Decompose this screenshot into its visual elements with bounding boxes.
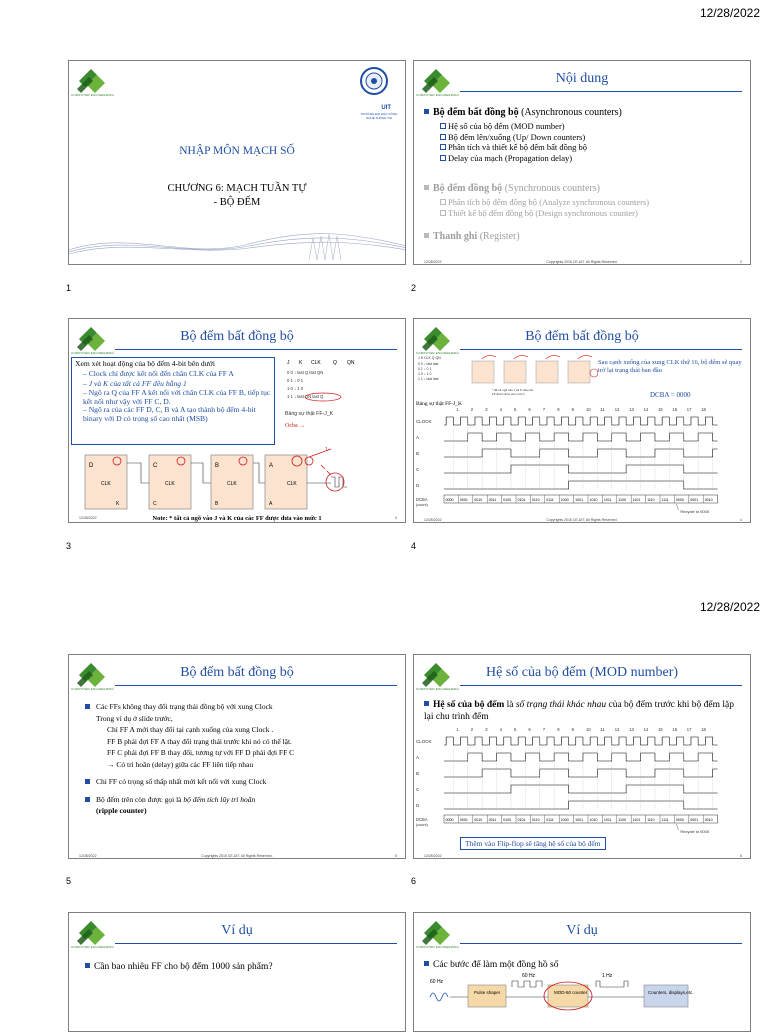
truth-caption: Bảng sự thật FF-J_K — [285, 411, 334, 417]
clock-number: 16 — [672, 407, 678, 412]
clock-number: 11 — [600, 727, 605, 732]
clock-number: 15 — [658, 727, 663, 732]
svg-text:C: C — [153, 463, 158, 469]
uit-subcaption: TRƯỜNG ĐẠI HỌC CÔNG NGHỆ THÔNG TIN — [360, 112, 398, 120]
slide-title: Bộ đếm bất đồng bộ — [180, 665, 294, 680]
slide-number-3: 3 — [66, 541, 72, 551]
dcba-value: 1101 — [632, 817, 641, 822]
slide-title: Ví dụ — [221, 923, 253, 938]
truth-header: J — [287, 360, 290, 366]
bit-waveform — [444, 481, 718, 489]
svg-text:0 1 ↓ 0 1: 0 1 ↓ 0 1 — [287, 378, 304, 383]
slide-title: Hệ số của bộ đếm (MOD number) — [485, 665, 679, 680]
timing-row-label: D — [416, 803, 420, 808]
toc-section-2-items — [426, 197, 649, 218]
bullet — [85, 776, 395, 788]
toc-item-label: Thiết kế bộ đếm đồng bộ (Design synchronous counter) — [448, 207, 638, 218]
clock-number: 11 — [600, 407, 605, 412]
digital-clock-block-diagram — [414, 971, 751, 1025]
timing-row-label: CLOCK — [416, 419, 432, 424]
footer-copyright: Copyrights 2016 CE-UIT. All Rights Reserved. — [201, 854, 273, 858]
timing-row-label: B — [416, 451, 420, 456]
svg-text:B: B — [215, 501, 219, 507]
bullet-line: FF C phải đợi FF B thay đổi, tương tự với FF D phải đợi FF C — [107, 748, 295, 757]
slide-number-2: 2 — [411, 283, 417, 293]
clock-number: 2 — [470, 727, 474, 732]
recycle-label: Recycle to 0000 — [680, 509, 710, 514]
dcba-value: 0110 — [531, 497, 540, 502]
bit-waveform — [444, 433, 718, 441]
timing-diagram — [414, 727, 751, 837]
logo-caption: COMPUTER ENGINEERING — [71, 945, 115, 949]
footer-date: 12/28/2022 — [79, 516, 97, 520]
count-label: (count) — [416, 823, 428, 827]
text: của bộ đếm trước khi bộ đếm lặp lại chu trình đếm — [424, 700, 734, 722]
truth-header: CLK — [311, 360, 321, 366]
clock-number: 4 — [499, 407, 502, 412]
footer-page: 2 — [740, 260, 742, 264]
clock-number: 3 — [485, 727, 488, 732]
clock-number: 7 — [542, 727, 546, 732]
uit-caption: UIT — [381, 105, 391, 111]
slide-8 — [413, 912, 751, 1032]
count-label: (count) — [416, 503, 428, 507]
dcba-value: 0101 — [517, 817, 526, 822]
truth-caption: Bảng sự thật FF-J_K — [416, 401, 462, 407]
footer-page: 5 — [395, 854, 397, 858]
toc-item-label: Delay của mạch (Propagation delay) — [448, 152, 573, 163]
square-bullet-icon — [424, 233, 429, 238]
title-rule — [115, 943, 397, 944]
logo-caption: COMPUTER ENGINEERING — [71, 687, 115, 691]
title-rule — [115, 685, 397, 686]
svg-text:0 0 ↓ last Q last QN: 0 0 ↓ last Q last QN — [287, 370, 324, 375]
pulse-train-icon — [596, 981, 628, 987]
slide-7 — [68, 912, 406, 1032]
clock-number: 10 — [586, 727, 591, 732]
clock-waveform — [444, 737, 718, 745]
bullet-line: Chỉ FF A mới thay đổi tại cạnh xuống của xung Clock . — [107, 725, 274, 734]
slide-number-5: 5 — [66, 876, 72, 886]
footer-copyright: Copyrights 2016 CE-UIT. All Rights Reserved. — [546, 518, 618, 522]
dcba-value: 0010 — [704, 497, 713, 502]
dcba-reset: DCBA = 0000 — [650, 391, 691, 399]
text: là — [504, 700, 516, 710]
square-bullet-icon — [85, 704, 90, 709]
dcba-value: 0010 — [704, 817, 713, 822]
point: – Ngõ ra Q của FF A kết nối với chân CLK của FF B, tiếp tục kết nối như vậy với FF C, D. — [83, 388, 271, 406]
svg-text:B: B — [215, 463, 220, 469]
dcba-value: 0011 — [488, 497, 497, 502]
dcba-value: 1000 — [560, 817, 569, 822]
dcba-value: 0011 — [488, 817, 497, 822]
dcba-value: 0111 — [546, 497, 554, 502]
square-bullet-icon — [85, 963, 90, 968]
footer-date: 12/28/2022 — [79, 854, 97, 858]
logo-caption: COMPUTER ENGINEERING — [71, 93, 115, 97]
clock-number: 6 — [528, 727, 531, 732]
slide-1 — [68, 60, 406, 265]
bullet — [85, 701, 395, 713]
counters-display-block — [644, 985, 688, 1007]
section-label: Bộ đếm bất đồng bộ — [433, 107, 519, 118]
handwritten-annotation: Ocba → — [285, 423, 306, 429]
dcba-value: 1010 — [589, 817, 598, 822]
checkbox-bullet-icon — [440, 134, 446, 140]
clock-number: 12 — [614, 727, 620, 732]
term: Hệ số của bộ đếm — [433, 700, 505, 710]
dcba-value: 0001 — [690, 817, 699, 822]
clock-number: 17 — [686, 407, 692, 412]
square-bullet-icon — [85, 797, 90, 802]
dcba-value: 1001 — [575, 497, 584, 502]
checkbox-bullet-icon — [440, 210, 446, 216]
slide-2 — [413, 60, 751, 265]
bullet-text: Bộ đếm trên còn được gọi là — [96, 794, 184, 804]
slide-4 — [413, 318, 751, 523]
dcba-value: 0010 — [474, 817, 483, 822]
svg-text:CLK: CLK — [287, 481, 297, 487]
toc-item-label: Hệ số của bộ đếm (MOD number) — [448, 121, 565, 131]
dcba-value: 1111 — [661, 497, 669, 502]
clock-number: 13 — [629, 407, 634, 412]
clock-number: 8 — [557, 407, 560, 412]
dcba-value: 0000 — [445, 817, 454, 822]
toc-section-1 — [424, 107, 622, 119]
clock-number: 18 — [701, 727, 706, 732]
dcba-value: 0001 — [459, 817, 468, 822]
dcba-value: 0000 — [675, 497, 684, 502]
clock-number: 5 — [514, 727, 517, 732]
clock-number: 18 — [701, 407, 706, 412]
logo-caption: COMPUTER ENGINEERING — [416, 351, 460, 355]
toc-item — [426, 142, 587, 153]
svg-text:C: C — [153, 501, 157, 507]
timing-row-label: C — [416, 787, 420, 792]
dcba-value: 1011 — [603, 817, 612, 822]
slide-note: Note: * tất cả ngõ vào J và K của các FF được đưa vào mức 1 — [152, 515, 322, 522]
toc-item — [426, 197, 649, 208]
pulse-shaper-block — [468, 985, 506, 1007]
clock-number: 14 — [643, 407, 649, 412]
clock-number: 9 — [571, 407, 574, 412]
recycle-label: Recycle to 0000 — [680, 829, 710, 834]
svg-text:1 1 ↓ last QN last Q: 1 1 ↓ last QN last Q — [287, 394, 324, 399]
section-label-en: (Register) — [477, 231, 520, 242]
timing-diagram — [414, 407, 751, 517]
slide-number-6: 6 — [411, 876, 417, 886]
clock-number: 9 — [571, 727, 574, 732]
checkbox-bullet-icon — [440, 155, 446, 161]
toc-section-2 — [424, 183, 600, 195]
dcba-value: 1111 — [661, 817, 669, 822]
footer-date: 12/28/2022 — [424, 518, 442, 522]
slide-3 — [68, 318, 406, 523]
dcba-value: 0100 — [503, 817, 512, 822]
chapter-title: CHƯƠNG 6: MẠCH TUẦN TỰ — [167, 183, 307, 194]
point-text: Clock chỉ được kết nối đến chân CLK của FF A — [88, 369, 234, 378]
point: – J và K của tất cả FF đều bằng 1 — [83, 379, 187, 388]
freq-label: 60 Hz — [522, 973, 536, 979]
note-box: Thêm vào Flip-flop sẽ tăng hệ số của bộ đếm — [460, 837, 606, 850]
dcba-value: 1101 — [632, 497, 641, 502]
svg-text:K: K — [116, 501, 120, 507]
truth-header: Q — [333, 360, 337, 366]
title-rule — [460, 349, 742, 350]
logo-caption: COMPUTER ENGINEERING — [416, 945, 460, 949]
timing-row-label: CLOCK — [416, 739, 432, 744]
flip-flop-a — [265, 455, 307, 509]
dcba-value: 1100 — [618, 497, 627, 502]
clock-number: 1 — [456, 727, 459, 732]
dcba-value: 1010 — [589, 497, 598, 502]
mini-counter-diagram — [418, 353, 598, 399]
dcba-value: 0010 — [474, 497, 483, 502]
freq-label: 60 Hz — [430, 979, 444, 985]
page-date-mid: 12/28/2022 — [699, 600, 760, 614]
title-rule — [115, 349, 397, 350]
square-bullet-icon — [424, 109, 429, 114]
dcba-value: 0000 — [675, 817, 684, 822]
dcba-value: 0111 — [546, 817, 554, 822]
dcba-value: 1011 — [603, 497, 612, 502]
clock-number: 17 — [686, 727, 692, 732]
toc-section-3 — [424, 231, 520, 243]
svg-text:1 0 ↓ 1 0: 1 0 ↓ 1 0 — [418, 372, 432, 376]
point: – Ngõ ra của các FF D, C, B và A tạo thành bộ đếm 4-bit binary với D có trọng số cao nhất (MSB) — [83, 405, 256, 423]
clock-number: 1 — [456, 407, 459, 412]
square-bullet-icon — [85, 779, 90, 784]
freq-label: 1 Hz — [602, 973, 613, 979]
svg-text:1 1 ↓ last last: 1 1 ↓ last last — [418, 377, 439, 381]
svg-text:CLK: CLK — [165, 481, 175, 487]
checkbox-bullet-icon — [440, 199, 446, 205]
square-bullet-icon — [424, 701, 429, 706]
clock-number: 14 — [643, 727, 649, 732]
section-label-en: (Asynchronous counters) — [518, 107, 622, 118]
toc-item-label: Phân tích và thiết kế bộ đếm bất đồng bộ — [448, 142, 588, 152]
toc-section-1-items — [426, 121, 587, 163]
steps-bullet — [424, 959, 558, 971]
point-text: Ngõ ra Q của FF A kết nối với chân CLK của FF B, tiếp tục kết nối như vậy với FF C, D. — [83, 388, 271, 406]
dcba-value: 0101 — [517, 497, 526, 502]
toc-item — [426, 208, 649, 219]
toc-item — [426, 121, 587, 132]
clock-number: 10 — [586, 407, 591, 412]
explanation-box — [71, 357, 275, 445]
page-date-top: 12/28/2022 — [699, 6, 760, 20]
section-label-en: (Synchronous counters) — [502, 183, 600, 194]
course-title: NHẬP MÔN MẠCH SỐ — [179, 145, 295, 157]
square-bullet-icon — [424, 961, 429, 966]
timing-row-label: A — [416, 755, 420, 760]
svg-text:CLK: CLK — [227, 481, 237, 487]
term-italic: số trạng thái khác nhau — [515, 700, 607, 710]
timing-row-label: B — [416, 771, 420, 776]
explanation-intro: Xem xét hoạt động của bộ đếm 4-bit bên dưới — [75, 359, 215, 368]
bullet-line: (ripple counter) — [96, 806, 147, 815]
clock-number: 13 — [629, 727, 634, 732]
dcba-value: 1110 — [647, 497, 655, 502]
bullet — [85, 794, 395, 806]
dcba-value: 1001 — [575, 817, 584, 822]
toc-item — [426, 132, 587, 143]
bullet-text: Cần bao nhiêu FF cho bộ đếm 1000 sản phẩm? — [94, 962, 273, 972]
dcba-label: DCBA — [416, 817, 428, 822]
svg-text:1 0 ↓ 1 0: 1 0 ↓ 1 0 — [287, 386, 304, 391]
dcba-value: 0100 — [503, 497, 512, 502]
timing-row-label: A — [416, 435, 420, 440]
svg-text:D: D — [89, 463, 94, 469]
slide-5 — [68, 654, 406, 859]
svg-text:1·: 1· — [325, 447, 330, 453]
bit-waveform — [444, 801, 718, 809]
slide-title: Bộ đếm bất đồng bộ — [180, 329, 294, 344]
slide-title: Ví dụ — [566, 923, 598, 938]
ripple-counter-diagram — [69, 447, 406, 517]
bit-waveform — [444, 449, 718, 457]
footer-page: 3 — [395, 516, 397, 520]
dcba-value: 0001 — [690, 497, 699, 502]
toc-item — [426, 153, 587, 164]
clock-waveform — [444, 417, 718, 425]
clock-number: 16 — [672, 727, 678, 732]
bit-waveform — [444, 769, 718, 777]
square-bullet-icon — [424, 185, 429, 190]
point-text: J và K của tất cả FF đều bằng 1 — [88, 379, 187, 388]
title-rule — [460, 91, 742, 92]
footer-page: 4 — [740, 518, 742, 522]
truth-header: K — [299, 360, 303, 366]
mod60-counter-block — [548, 985, 588, 1007]
footer-date: 12/28/2022 — [424, 854, 442, 858]
toc-item-label: Bộ đếm lên/xuống (Up/ Down counters) — [448, 131, 586, 142]
bit-waveform — [444, 465, 718, 473]
truth-header: QN — [347, 360, 355, 366]
clock-number: 5 — [514, 407, 517, 412]
chapter-subtitle: - BỘ ĐẾM — [213, 197, 261, 208]
bullet-line: Trong ví dụ ở slide trước, — [96, 713, 173, 723]
jk-truth-table — [281, 357, 399, 419]
svg-text:A: A — [269, 463, 274, 469]
slide-number-1: 1 — [66, 283, 72, 293]
title-rule — [460, 685, 742, 686]
checkbox-bullet-icon — [440, 144, 446, 150]
slide-6 — [413, 654, 751, 859]
bullet-line: FF B phải đợi FF A thay đổi trạng thái trước khi nó có thể lật. — [107, 736, 292, 746]
logo-caption: COMPUTER ENGINEERING — [416, 93, 460, 97]
slide-title: Nội dung — [555, 71, 609, 86]
clock-number: 8 — [557, 727, 560, 732]
question-bullet — [85, 961, 273, 973]
block-label: MOD-60 counter — [554, 990, 588, 995]
bullet-text-italic: bộ đếm tích lũy trì hoãn — [183, 794, 256, 804]
pulse-train-icon — [512, 981, 542, 987]
sine-wave-icon — [430, 993, 448, 1001]
svg-text:* tất cả ngõ vào J và K của cá: * tất cả ngõ vào J và K của các — [492, 388, 534, 392]
footer-copyright: Copyrights 2016 CE-UIT. All Rights Reserved. — [546, 260, 618, 264]
svg-text:A: A — [269, 501, 273, 507]
slide-title: Bộ đếm bất đồng bộ — [525, 329, 639, 344]
bit-waveform — [444, 753, 718, 761]
toc-item-label: Phân tích bộ đếm đồng bộ (Analyze synchronous counters) — [448, 197, 650, 207]
bullet-text: Các bước để làm một đồng hồ số — [433, 960, 559, 970]
block-label: Pulse shaper — [474, 990, 501, 995]
dcba-value: 0001 — [459, 497, 468, 502]
dcba-value: 1100 — [618, 817, 627, 822]
dcba-value: 0000 — [445, 497, 454, 502]
section-label: Thanh ghi — [433, 231, 478, 242]
bullet-text: Chỉ FF có trọng số thấp nhất mới kết nối với xung Clock — [96, 777, 267, 786]
svg-text:J K CLK Q QN: J K CLK Q QN — [418, 356, 441, 360]
footer-page: 6 — [740, 854, 742, 858]
clock-number: 7 — [542, 407, 546, 412]
clock-number: 2 — [470, 407, 474, 412]
svg-text:CLK: CLK — [101, 481, 111, 487]
clock-number: 3 — [485, 407, 488, 412]
clock-number: 4 — [499, 727, 502, 732]
title-rule — [460, 943, 742, 944]
timing-row-label: D — [416, 483, 420, 488]
bullet-line: → Có trì hoãn (delay) giữa các FF liên tiếp nhau — [107, 759, 254, 769]
dcba-value: 1110 — [647, 817, 655, 822]
dcba-value: 0110 — [531, 817, 540, 822]
point-text: Ngõ ra của các FF D, C, B và A tạo thành bộ đếm 4-bit binary với D có trọng số cao nhất (MSB) — [83, 405, 256, 423]
logo-caption: COMPUTER ENGINEERING — [71, 351, 115, 355]
checkbox-bullet-icon — [440, 123, 446, 129]
logo-caption: COMPUTER ENGINEERING — [416, 687, 460, 691]
svg-text:0 0 ↓ last last: 0 0 ↓ last last — [418, 362, 439, 366]
slide-number-4: 4 — [411, 541, 417, 551]
section-label: Bộ đếm đồng bộ — [433, 183, 503, 194]
computer-engineering-logo — [75, 65, 109, 95]
clock-number: 6 — [528, 407, 531, 412]
bullet-text: Các FFs không thay đổi trạng thái đồng bộ với xung Clock — [96, 702, 273, 711]
clock-number: 12 — [614, 407, 620, 412]
definition-bullet — [424, 699, 744, 723]
dcba-value: 1000 — [560, 497, 569, 502]
bit-waveform — [444, 785, 718, 793]
svg-text:0 1 ↓ 0 1: 0 1 ↓ 0 1 — [418, 367, 432, 371]
wave-decoration — [69, 230, 406, 260]
svg-text:FF được đưa vào mức 1: FF được đưa vào mức 1 — [492, 392, 525, 396]
annotation-text: Sau cạnh xuống của xung CLK thứ 16, bộ đếm sẽ quay trở lại trạng thái ban đầu — [598, 359, 742, 374]
clock-number: 15 — [658, 407, 663, 412]
footer-date: 12/28/2022 — [424, 260, 442, 264]
timing-row-label: C — [416, 467, 420, 472]
block-label: Counters, displays,etc. — [648, 990, 694, 995]
dcba-label: DCBA — [416, 497, 428, 502]
slide-body — [85, 701, 395, 817]
point: – Clock chỉ được kết nối đến chân CLK của FF A — [83, 369, 234, 378]
